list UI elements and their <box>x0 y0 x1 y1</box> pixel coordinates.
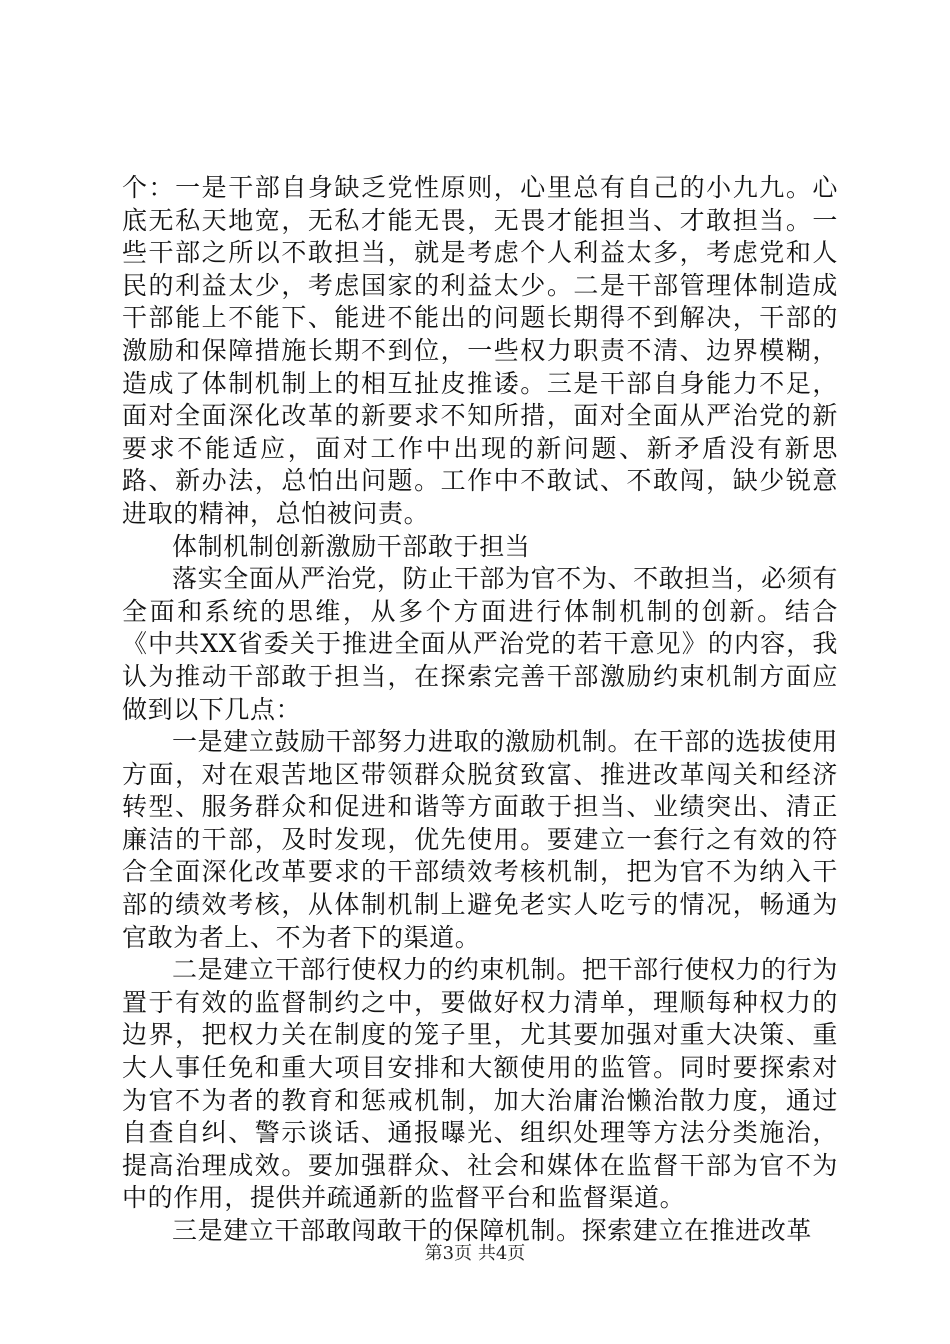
section-heading: 体制机制创新激励干部敢于担当 <box>172 531 531 561</box>
paragraph-guarantee-mechanism: 三是建立干部敢闯敢干的保障机制。探索建立在推进改革 <box>172 1216 813 1245</box>
page-number: 第3页 共4页 <box>424 1243 526 1264</box>
document-body <box>122 172 838 1248</box>
paragraph-intro: 落实全面从严治党，防止干部为官不为、不敢担当，必须有全面和系统的思维，从多个方面进行体制机制的创新。结合《中共XX省委关于推进全面从严治党的若干意见》的内容，我认为推动干部敢于担当，在探索完善干部激励约束机制方面应做到以下几点： <box>122 564 838 724</box>
paragraph-incentive-mechanism: 一是建立鼓励干部努力进取的激励机制。在干部的选拔使用方面，对在艰苦地区带领群众脱贫致富、推进改革闯关和经济转型、服务群众和促进和谐等方面敢于担当、业绩突出、清正廉洁的干部，及时发现，优先使用。要建立一套行之有效的符合全面深化改革要求的干部绩效考核机制，把为官不为纳入干部的绩效考核，从体制机制上避免老实人吃亏的情况，畅通为官敢为者上、不为者下的渠道。 <box>122 727 838 952</box>
paragraph-continuation: 个：一是干部自身缺乏党性原则，心里总有自己的小九九。心底无私天地宽，无私才能无畏，无畏才能担当、才敢担当。一些干部之所以不敢担当，就是考虑个人利益太多，考虑党和人民的利益太少，考虑国家的利益太少。二是干部管理体制造成干部能上不能下、能进不能出的问题长期得不到解决，干部的激励和保障措施长期不到位，一些权力职责不清、边界模糊，造成了体制机制上的相互扯皮推诿。三是干部自身能力不足，面对全面深化改革的新要求不知所措，面对全面从严治党的新要求不能适应，面对工作中出现的新问题、新矛盾没有新思路、新办法，总怕出问题。工作中不敢试、不敢闯，缺少锐意进取的精神，总怕被问责。 <box>122 173 838 528</box>
paragraph-constraint-mechanism: 二是建立干部行使权力的约束机制。把干部行使权力的行为置于有效的监督制约之中，要做好权力清单，理顺每种权力的边界，把权力关在制度的笼子里，尤其要加强对重大决策、重大人事任免和重大项目安排和大额使用的监管。同时要探索对为官不为者的教育和惩戒机制，加大治庸治懒治散力度，通过自查自纠、警示谈话、通报曝光、组织处理等方法分类施治，提高治理成效。要加强群众、社会和媒体在监督干部为官不为中的作用，提供并疏通新的监督平台和监督渠道。 <box>122 955 838 1213</box>
page-footer <box>0 1243 950 1265</box>
